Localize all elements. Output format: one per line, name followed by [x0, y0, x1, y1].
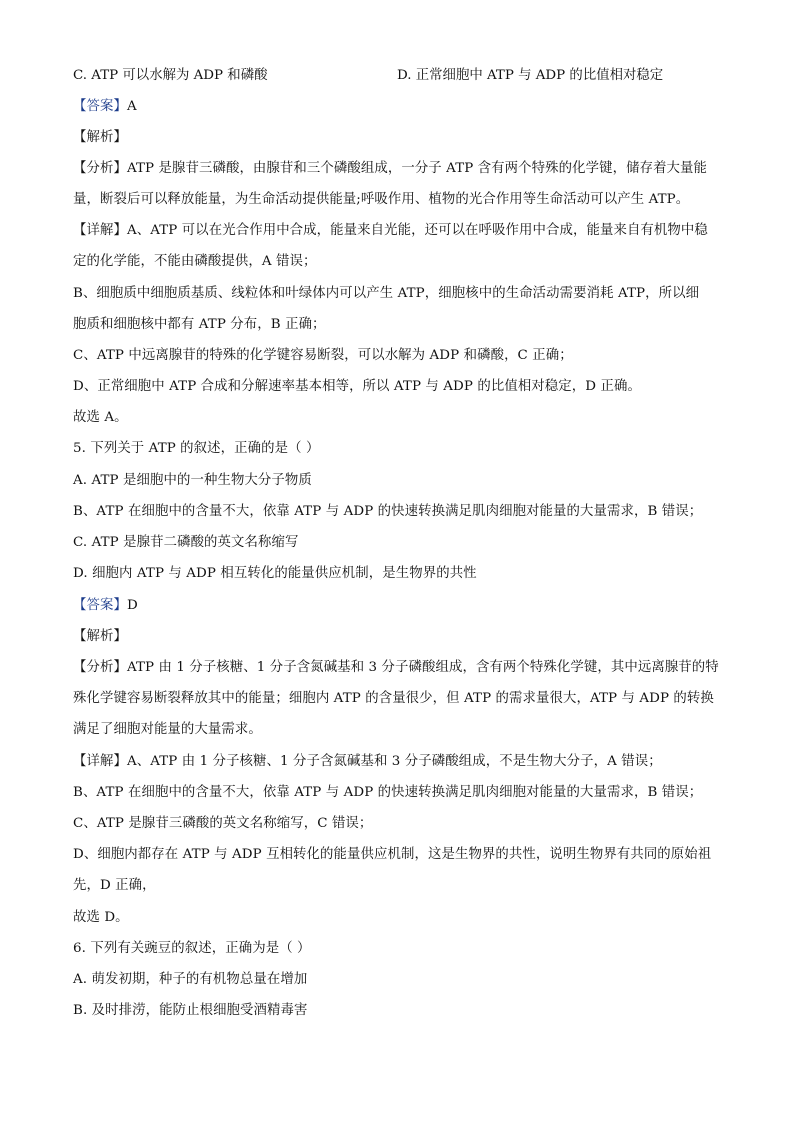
- q4-c-explanation: C、ATP 中远离腺苷的特殊的化学键容易断裂，可以水解为 ADP 和磷酸，C 正确；: [73, 348, 573, 363]
- q5-stem: 5. 下列关于 ATP 的叙述，正确的是（ ）: [73, 441, 320, 456]
- q5-option-a: A. ATP 是细胞中的一种生物大分子物质: [73, 473, 312, 488]
- q4-options-row: [73, 66, 723, 86]
- q4-xiangjie-line-1: 【详解】A、ATP 可以在光合作用中合成，能量来自光能，还可以在呼吸作用中合成，能量来自有机物中稳: [73, 223, 708, 238]
- answer-tag: 【答案】: [73, 99, 127, 114]
- q5-c-explanation: C、ATP 是腺苷三磷酸的英文名称缩写，C 错误；: [73, 816, 373, 831]
- q6-stem: 6. 下列有关豌豆的叙述，正确为是（ ）: [73, 941, 311, 956]
- q4-d-explanation: D、正常细胞中 ATP 合成和分解速率基本相等，所以 ATP 与 ADP 的比值相对稳定，D 正确。: [73, 379, 641, 394]
- q5-option-d: D. 细胞内 ATP 与 ADP 相互转化的能量供应机制，是生物界的共性: [73, 566, 477, 581]
- q5-fenxi-line-2: 殊化学键容易断裂释放其中的能量；细胞内 ATP 的含量很少，但 ATP 的需求量很大，ATP 与 ADP 的转换: [73, 691, 714, 706]
- q4-answer: [73, 97, 723, 117]
- q5-b-explanation: B、ATP 在细胞中的含量不大，依靠 ATP 与 ADP 的快速转换满足肌肉细胞对能量的大量需求，B 错误；: [73, 785, 703, 800]
- q4-option-d: D. 正常细胞中 ATP 与 ADP 的比值相对稳定: [397, 68, 664, 83]
- q5-option-b: B、ATP 在细胞中的含量不大，依靠 ATP 与 ADP 的快速转换满足肌肉细胞对能量的大量需求，B 错误；: [73, 504, 703, 519]
- q4-option-c: C. ATP 可以水解为 ADP 和磷酸: [73, 68, 268, 83]
- q4-analysis-heading: 【解析】: [73, 130, 127, 145]
- q5-option-c: C. ATP 是腺苷二磷酸的英文名称缩写: [73, 535, 299, 550]
- q5-d-explanation-line-2: 先，D 正确，: [73, 878, 156, 893]
- q5-d-explanation-line-1: D、细胞内都存在 ATP 与 ADP 互相转化的能量供应机制，这是生物界的共性，说明生物界有共同的原始祖: [73, 847, 712, 862]
- q4-choose: 故选 A。: [73, 410, 128, 425]
- q4-fenxi-line-2: 量，断裂后可以释放能量，为生命活动提供能量;呼吸作用、植物的光合作用等生命活动可以产生 ATP。: [73, 192, 690, 207]
- answer-value: A: [126, 99, 137, 114]
- q5-choose: 故选 D。: [73, 910, 129, 925]
- q4-b-line-1: B、细胞质中细胞质基质、线粒体和叶绿体内可以产生 ATP，细胞核中的生命活动需要消耗 ATP，所以细: [73, 286, 700, 301]
- q6-option-b: B. 及时排涝，能防止根细胞受酒精毒害: [73, 1003, 308, 1018]
- q4-b-line-2: 胞质和细胞核中都有 ATP 分布，B 正确；: [73, 317, 326, 332]
- q5-analysis-heading: 【解析】: [73, 629, 127, 644]
- q5-fenxi-line-3: 满足了细胞对能量的大量需求。: [73, 722, 262, 737]
- answer-value: D: [126, 598, 138, 613]
- q5-xiangjie: 【详解】A、ATP 由 1 分子核糖、1 分子含氮碱基和 3 分子磷酸组成，不是生物大分子，A 错误；: [73, 754, 662, 769]
- q6-option-a: A. 萌发初期，种子的有机物总量在增加: [73, 972, 308, 987]
- q5-fenxi-line-1: 【分析】ATP 由 1 分子核糖、1 分子含氮碱基和 3 分子磷酸组成，含有两个特殊化学键，其中远离腺苷的特: [73, 660, 719, 675]
- q4-xiangjie-line-2: 定的化学能，不能由磷酸提供，A 错误；: [73, 254, 317, 269]
- q5-answer: [73, 596, 723, 616]
- q4-fenxi-line-1: 【分析】ATP 是腺苷三磷酸，由腺苷和三个磷酸组成，一分子 ATP 含有两个特殊的化学键，储存着大量能: [73, 161, 708, 176]
- answer-tag: 【答案】: [73, 598, 127, 613]
